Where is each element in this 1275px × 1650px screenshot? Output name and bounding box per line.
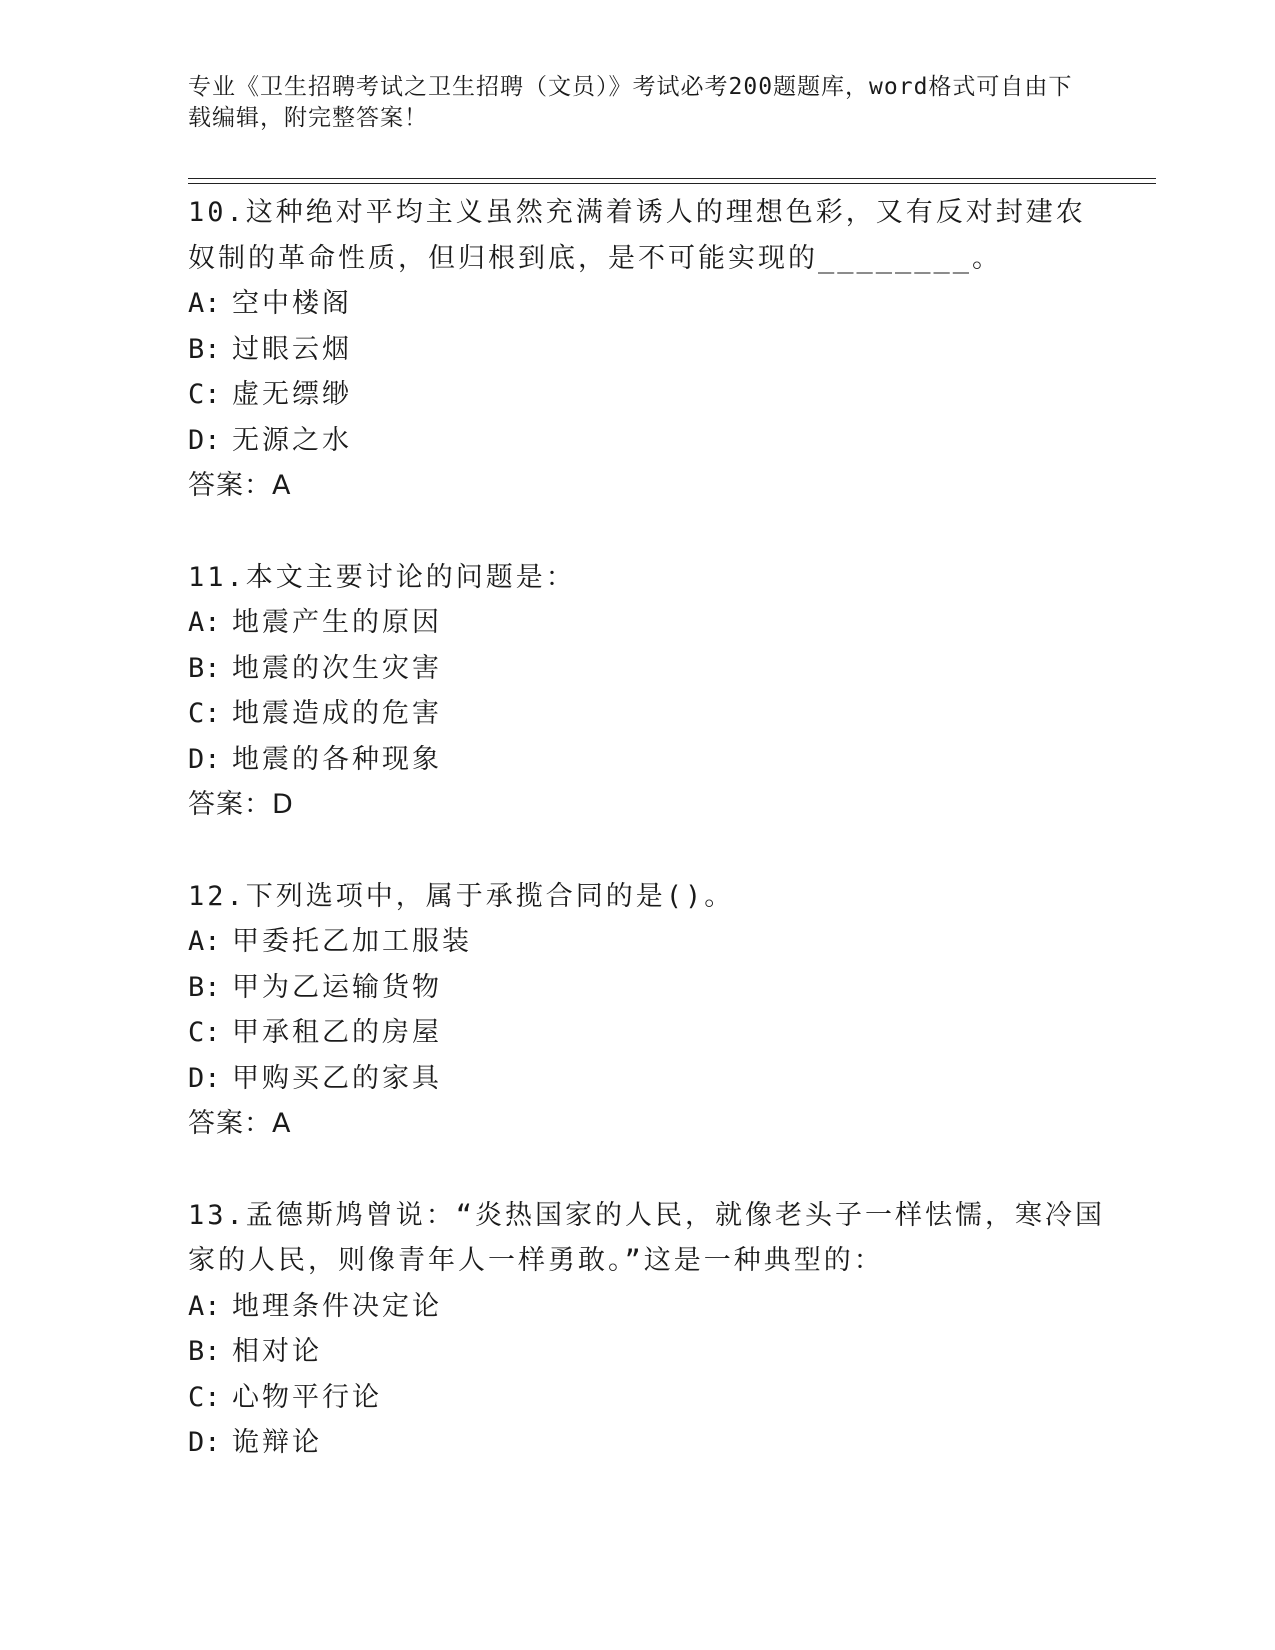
option-a xyxy=(188,600,1108,646)
option-letter: A: xyxy=(188,926,221,957)
option-letter: D: xyxy=(188,424,221,456)
option-text: 地震造成的危害 xyxy=(232,698,442,729)
option-text: 过眼云烟 xyxy=(232,333,352,365)
option-letter: B: xyxy=(188,652,221,684)
option-text: 地震的各种现象 xyxy=(232,743,442,775)
spacer xyxy=(188,1147,1108,1193)
option-letter: D: xyxy=(188,743,221,775)
option-b xyxy=(188,1329,1108,1375)
spacer xyxy=(188,828,1108,874)
option-text: 甲承租乙的房屋 xyxy=(232,1017,442,1048)
spacer xyxy=(188,509,1108,555)
question-stem: 12.下列选项中，属于承揽合同的是()。 xyxy=(188,880,735,912)
option-d xyxy=(188,737,1108,783)
option-text: 地震产生的原因 xyxy=(232,607,442,638)
option-text: 甲购买乙的家具 xyxy=(232,1062,442,1094)
option-letter: D: xyxy=(188,1062,221,1094)
option-letter: B: xyxy=(188,333,221,365)
option-c xyxy=(188,1375,1108,1421)
option-a xyxy=(188,1284,1108,1330)
option-letter: B: xyxy=(188,1336,221,1367)
question-stem: 13.孟德斯鸠曾说：“炎热国家的人民，就像老头子一样怯懦，寒冷国家的人民，则像青年人一样勇敢。”这是一种典型的： xyxy=(188,1199,1106,1276)
option-text: 地震的次生灾害 xyxy=(232,652,442,684)
option-letter: A: xyxy=(188,1290,221,1322)
option-letter: D: xyxy=(188,1427,221,1458)
question-11 xyxy=(188,555,1108,828)
question-list xyxy=(188,190,1108,1466)
question-stem: 10.这种绝对平均主义虽然充满着诱人的理想色彩，又有反对封建农奴制的革命性质，但归根到底，是不可能实现的________。 xyxy=(188,197,1086,274)
option-b xyxy=(188,965,1108,1011)
document-header: 专业《卫生招聘考试之卫生招聘（文员）》考试必考200题题库，word格式可自由下载编辑，附完整答案！ xyxy=(188,74,1073,131)
option-c xyxy=(188,372,1108,418)
answer-line: 答案：A xyxy=(188,1108,292,1139)
option-d xyxy=(188,418,1108,464)
question-stem: 11.本文主要讨论的问题是： xyxy=(188,561,576,593)
option-text: 地理条件决定论 xyxy=(232,1290,442,1322)
answer-line: 答案：A xyxy=(188,470,292,501)
option-c xyxy=(188,691,1108,737)
option-text: 无源之水 xyxy=(232,424,352,456)
option-letter: A: xyxy=(188,288,221,319)
option-a xyxy=(188,281,1108,327)
header-divider-top xyxy=(188,178,1156,179)
option-text: 甲为乙运输货物 xyxy=(232,971,442,1003)
option-text: 虚无缥缈 xyxy=(232,379,352,410)
question-13 xyxy=(188,1193,1108,1466)
option-c xyxy=(188,1010,1108,1056)
option-d xyxy=(188,1056,1108,1102)
option-a xyxy=(188,919,1108,965)
option-b xyxy=(188,646,1108,692)
option-text: 诡辩论 xyxy=(232,1427,322,1458)
header-divider-bottom xyxy=(188,183,1156,184)
option-text: 空中楼阁 xyxy=(232,288,352,319)
option-letter: C: xyxy=(188,1381,221,1413)
option-letter: C: xyxy=(188,1017,221,1048)
answer-line: 答案：D xyxy=(188,789,294,820)
option-b xyxy=(188,327,1108,373)
option-text: 甲委托乙加工服装 xyxy=(232,926,472,957)
option-letter: C: xyxy=(188,698,221,729)
option-letter: C: xyxy=(188,379,221,410)
option-d xyxy=(188,1420,1108,1466)
option-text: 心物平行论 xyxy=(232,1381,382,1413)
option-letter: A: xyxy=(188,607,221,638)
question-12 xyxy=(188,874,1108,1147)
question-10 xyxy=(188,190,1108,509)
option-text: 相对论 xyxy=(232,1336,322,1367)
option-letter: B: xyxy=(188,971,221,1003)
